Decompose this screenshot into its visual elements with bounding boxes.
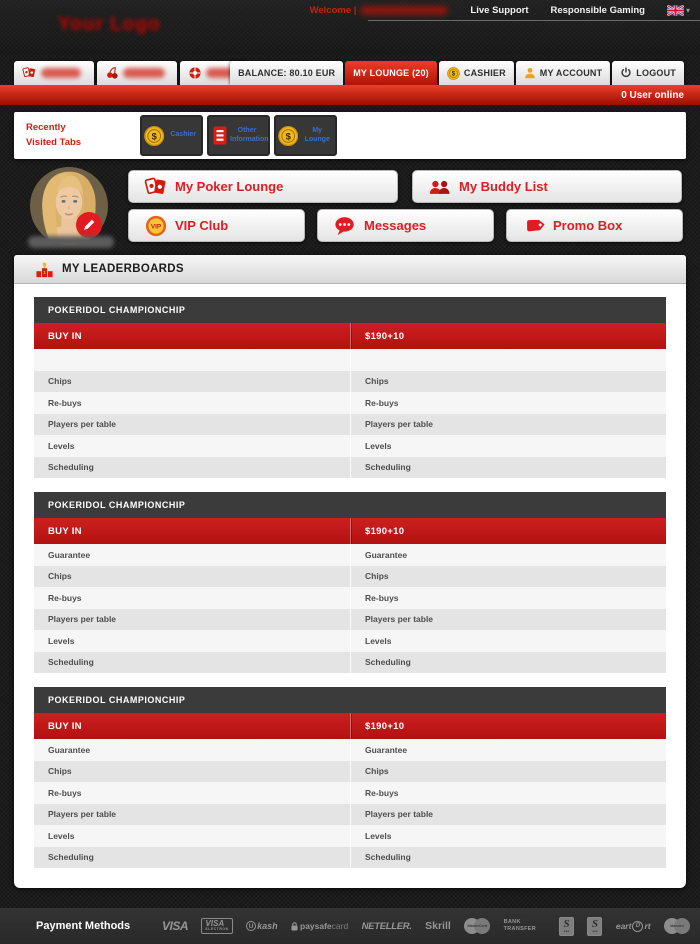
buyin-value: $190+10 — [350, 323, 666, 349]
vip-badge-icon — [143, 214, 169, 238]
welcome-text: Welcome | — [310, 5, 449, 16]
row-label-right: Re-buys — [350, 782, 666, 804]
payment-earthport-icon: eart D rt — [615, 921, 651, 931]
buyin-row — [34, 713, 666, 739]
my-lounge-tab[interactable] — [345, 61, 437, 85]
row-label-left: Chips — [48, 376, 72, 387]
edit-avatar-button[interactable] — [76, 212, 102, 238]
chevron-down-icon: ▾ — [685, 6, 690, 15]
button-label: Promo Box — [553, 218, 623, 233]
top-menu — [310, 2, 690, 19]
responsible-gaming-link[interactable]: Responsible Gaming — [550, 5, 645, 16]
lock-icon — [291, 922, 298, 931]
table-row — [34, 652, 666, 674]
podium-icon — [36, 261, 53, 278]
power-icon — [620, 67, 632, 79]
language-selector[interactable] — [667, 5, 690, 16]
table-row — [34, 609, 666, 631]
payment-methods-title: Payment Methods — [36, 920, 131, 932]
logout-tab[interactable] — [612, 61, 684, 85]
leaderboard-table — [34, 297, 666, 478]
my-account-tab[interactable] — [516, 61, 611, 85]
table-title: POKERIDOL CHAMPIONCHIP — [34, 297, 666, 323]
leaderboards-panel — [14, 255, 686, 888]
row-label-left: Chips — [48, 766, 72, 777]
table-row — [34, 457, 666, 479]
row-label-left: Guarantee — [48, 549, 91, 560]
buddies-icon — [427, 175, 453, 199]
buyin-label: BUY IN — [48, 720, 82, 732]
svg-text:$: $ — [285, 130, 291, 141]
row-label-right: Levels — [350, 435, 666, 457]
tile-label: My Lounge — [304, 126, 330, 143]
buyin-label: BUY IN — [48, 525, 82, 537]
leaderboards-title: MY LEADERBOARDS — [62, 263, 184, 275]
payment-sofort-icon: S ●●● — [587, 917, 602, 936]
table-row — [34, 544, 666, 566]
buyin-value: $190+10 — [350, 713, 666, 739]
buyin-row — [34, 518, 666, 544]
svg-text:$: $ — [151, 130, 157, 141]
payment-methods-icons — [162, 917, 690, 936]
row-label-left: Levels — [48, 635, 75, 646]
buyin-value: $190+10 — [350, 518, 666, 544]
payment-mastercard-icon: MasterCard — [464, 918, 490, 934]
button-label: VIP Club — [175, 218, 229, 233]
redacted-tab-label — [41, 68, 81, 78]
row-label-right: Levels — [350, 630, 666, 652]
table-title: POKERIDOL CHAMPIONCHIP — [34, 687, 666, 713]
cashier-label: CASHIER — [463, 68, 506, 78]
my-poker-lounge-button[interactable] — [128, 170, 398, 203]
table-row — [34, 739, 666, 761]
chat-bubble-icon — [332, 214, 358, 238]
cashier-tab[interactable] — [439, 61, 514, 85]
tile-label: Other Information — [230, 126, 269, 143]
sports-ball-icon — [188, 66, 202, 80]
row-label-left: Re-buys — [48, 787, 82, 798]
account-tabs — [230, 61, 684, 85]
redacted-username — [360, 6, 448, 15]
users-online: 0 User online — [621, 89, 684, 101]
payment-ukash-icon: U kash — [246, 921, 278, 931]
row-label-right: Players per table — [350, 609, 666, 631]
row-label-right: Chips — [350, 566, 666, 588]
top-bar — [0, 0, 700, 55]
table-row — [34, 349, 666, 371]
buyin-label: BUY IN — [48, 330, 82, 342]
svg-text:$: $ — [451, 71, 456, 78]
row-label-right: Guarantee — [350, 544, 666, 566]
table-row — [34, 630, 666, 652]
list-icon — [213, 126, 227, 145]
tab-casino[interactable] — [97, 61, 177, 85]
row-label-right: Scheduling — [350, 457, 666, 479]
status-bar — [0, 85, 700, 105]
row-label-left: Players per table — [48, 419, 117, 430]
leaderboards-header — [14, 255, 686, 284]
payment-skrill-icon: Skrill — [425, 920, 451, 932]
my-lounge-label: MY LOUNGE (20) — [353, 68, 429, 78]
row-label-right: Re-buys — [350, 392, 666, 414]
footer — [0, 908, 700, 944]
row-label-right: Players per table — [350, 804, 666, 826]
row-label-right: Scheduling — [350, 652, 666, 674]
button-label: My Poker Lounge — [175, 179, 284, 194]
redacted-player-name — [28, 236, 114, 248]
payment-paysafecard-icon: paysafecard — [291, 921, 348, 931]
balance-value: BALANCE: 80.10 EUR — [238, 68, 336, 78]
table-row — [34, 587, 666, 609]
promo-box-button[interactable] — [506, 209, 683, 242]
row-label-left: Scheduling — [48, 852, 94, 863]
poker-cards-icon — [22, 66, 37, 80]
buyin-row — [34, 323, 666, 349]
svg-text:VIP: VIP — [150, 223, 162, 231]
payment-visa-electron-icon: VISA ELECTRON — [201, 918, 232, 934]
table-row — [34, 847, 666, 869]
messages-button[interactable] — [317, 209, 494, 242]
top-menu-divider — [368, 20, 700, 21]
tile-label: Cashier — [170, 131, 197, 139]
payment-bank-transfer-icon: BANK TRANSFER — [503, 918, 536, 932]
table-row — [34, 782, 666, 804]
recent-tile-my-lounge[interactable] — [274, 115, 337, 156]
coin-icon — [447, 67, 460, 80]
row-label-left — [34, 349, 350, 371]
button-label: My Buddy List — [459, 179, 548, 194]
poker-cards-icon — [143, 175, 169, 199]
recently-visited-bar — [14, 112, 686, 159]
button-label: Messages — [364, 218, 427, 233]
leaderboard-tables — [14, 284, 686, 868]
recently-visited-title: Recently Visited Tabs — [26, 122, 82, 148]
row-label-left: Scheduling — [48, 462, 94, 473]
live-support-link[interactable]: Live Support — [470, 5, 529, 16]
row-label-left: Scheduling — [48, 657, 94, 668]
table-row — [34, 804, 666, 826]
row-label-right: Scheduling — [350, 847, 666, 869]
row-label-left: Levels — [48, 830, 75, 841]
row-label-left: Levels — [48, 440, 75, 451]
row-label-left: Guarantee — [48, 744, 91, 755]
row-label-right: Levels — [350, 825, 666, 847]
table-row — [34, 414, 666, 436]
table-row — [34, 392, 666, 414]
row-label-left: Chips — [48, 571, 72, 582]
payment-maestro-icon: Maestro — [664, 918, 690, 934]
vip-club-button[interactable] — [128, 209, 305, 242]
payment-visa-icon: VISA — [162, 919, 189, 933]
coin-icon — [144, 125, 164, 147]
site-tabs — [14, 61, 246, 85]
recent-tile-cashier[interactable] — [140, 115, 203, 156]
recent-tile-other-information[interactable] — [207, 115, 270, 156]
row-label-right — [350, 349, 666, 371]
table-row — [34, 435, 666, 457]
redacted-tab-label — [123, 68, 165, 78]
balance-tab[interactable] — [230, 61, 343, 85]
my-account-label: MY ACCOUNT — [539, 68, 603, 78]
uk-flag-icon — [667, 5, 684, 16]
leaderboard-table — [34, 687, 666, 868]
row-label-right: Players per table — [350, 414, 666, 436]
row-label-right: Guarantee — [350, 739, 666, 761]
promo-tag-icon — [521, 214, 547, 238]
payment-neteller-icon: NETELLER. — [361, 920, 412, 932]
tab-poker[interactable] — [14, 61, 94, 85]
table-row — [34, 761, 666, 783]
table-title: POKERIDOL CHAMPIONCHIP — [34, 492, 666, 518]
row-label-right: Chips — [350, 761, 666, 783]
my-buddy-list-button[interactable] — [412, 170, 682, 203]
payment-giropay-icon: S ●●● — [559, 917, 574, 936]
row-label-left: Re-buys — [48, 397, 82, 408]
row-label-right: Re-buys — [350, 587, 666, 609]
table-row — [34, 371, 666, 393]
user-icon — [524, 67, 536, 79]
row-label-right: Chips — [350, 371, 666, 393]
svg-text:1: 1 — [43, 269, 46, 275]
table-row — [34, 825, 666, 847]
table-row — [34, 566, 666, 588]
site-logo[interactable]: Your Logo — [58, 14, 161, 35]
recent-tiles — [140, 115, 337, 156]
leaderboard-table — [34, 492, 666, 673]
casino-icon — [105, 66, 119, 80]
logout-label: LOGOUT — [636, 68, 676, 78]
row-label-left: Players per table — [48, 809, 117, 820]
row-label-left: Re-buys — [48, 592, 82, 603]
coin-icon — [278, 125, 298, 147]
row-label-left: Players per table — [48, 614, 117, 625]
